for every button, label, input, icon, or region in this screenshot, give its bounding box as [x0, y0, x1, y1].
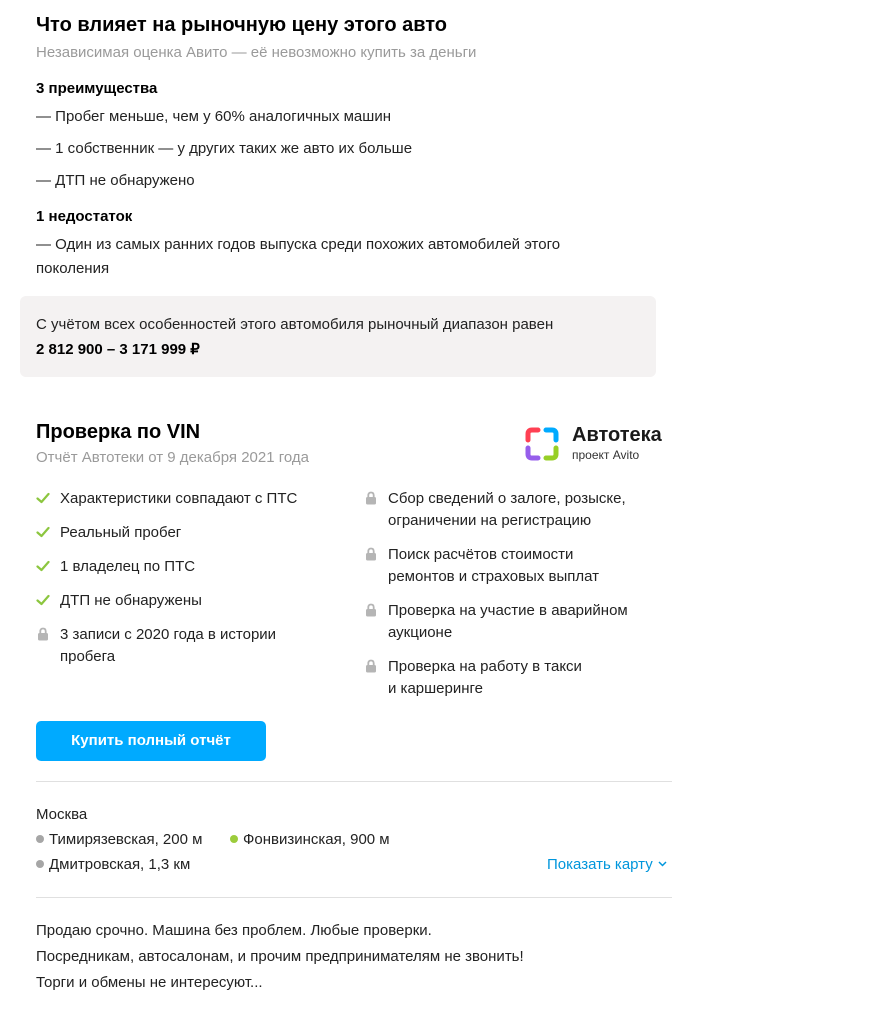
divider: [36, 781, 672, 782]
vin-locked-item: [364, 488, 664, 532]
vin-title: Проверка по VIN: [36, 421, 201, 443]
check-icon: [36, 491, 50, 505]
vin-locked-label-continued: пробега: [60, 648, 116, 665]
description-line: Продаю срочно. Машина без проблем. Любые проверки.: [36, 922, 432, 939]
autoteka-logo: [522, 424, 682, 466]
metro-station-name: Тимирязевская, 200 м: [49, 831, 203, 848]
check-icon: [36, 593, 50, 607]
chevron-down-icon: [658, 861, 667, 867]
metro-station: [230, 831, 390, 848]
vin-check-label: Характеристики совпадают с ПТС: [60, 490, 298, 507]
description-line: Торги и обмены не интересуют...: [36, 974, 263, 991]
vin-locked-label-continued: ремонтов и страховых выплат: [388, 568, 600, 585]
vin-locked-label-continued: и каршеринге: [388, 680, 483, 697]
autoteka-logo-name: Автотека: [572, 424, 662, 446]
vin-check-item: [36, 522, 336, 544]
metro-dot-icon: [230, 835, 238, 843]
vin-locked-item: [364, 656, 664, 700]
advantage-item: — 1 собственник — у других таких же авто их больше: [36, 140, 413, 157]
vin-locked-label: Проверка на работу в такси: [388, 658, 582, 675]
metro-station: [36, 831, 202, 848]
vin-check-item: [36, 590, 336, 612]
advantage-item: — ДТП не обнаружено: [36, 172, 195, 189]
price-range-text: С учётом всех особенностей этого автомобиля рыночный диапазон равен: [36, 316, 554, 333]
vin-locked-item: [364, 544, 664, 588]
show-map-link[interactable]: [547, 856, 667, 874]
check-icon: [36, 559, 50, 573]
vin-locked-label: Сбор сведений о залоге, розыске,: [388, 490, 626, 507]
lock-icon: [36, 627, 50, 641]
check-icon: [36, 525, 50, 539]
location-city: Москва: [36, 806, 88, 823]
vin-locked-label: Поиск расчётов стоимости: [388, 546, 574, 563]
vin-locked-label-continued: аукционе: [388, 624, 453, 641]
disadvantage-item-continued: поколения: [36, 260, 110, 277]
metro-station-name: Дмитровская, 1,3 км: [49, 856, 191, 873]
disadvantages-title: 1 недостаток: [36, 208, 133, 225]
advantage-item: — Пробег меньше, чем у 60% аналогичных машин: [36, 108, 391, 125]
show-map-label: Показать карту: [547, 856, 653, 873]
vin-check-label: ДТП не обнаружены: [60, 592, 202, 609]
description-line: Посредникам, автосалонам, и прочим предпринимателям не звонить!: [36, 948, 524, 965]
lock-icon: [364, 491, 378, 505]
metro-dot-icon: [36, 860, 44, 868]
disadvantage-item: — Один из самых ранних годов выпуска среди похожих автомобилей этого: [36, 236, 561, 253]
metro-station-name: Фонвизинская, 900 м: [243, 831, 390, 848]
market-title: Что влияет на рыночную цену этого авто: [36, 14, 448, 36]
divider: [36, 897, 672, 898]
price-range-box: [20, 296, 656, 377]
autoteka-logo-sub: проект Avito: [572, 448, 640, 462]
vin-locked-item: [364, 600, 664, 644]
vin-subtitle: Отчёт Автотеки от 9 декабря 2021 года: [36, 449, 309, 466]
vin-locked-label: Проверка на участие в аварийном: [388, 602, 628, 619]
metro-station: [36, 856, 190, 873]
vin-locked-label: 3 записи с 2020 года в истории: [60, 626, 277, 643]
vin-check-label: Реальный пробег: [60, 524, 182, 541]
price-range-value: 2 812 900 – 3 171 999 ₽: [36, 341, 200, 358]
advantages-title: 3 преимущества: [36, 80, 158, 97]
vin-check-item: [36, 488, 336, 510]
lock-icon: [364, 603, 378, 617]
lock-icon: [364, 547, 378, 561]
vin-locked-label-continued: ограничении на регистрацию: [388, 512, 592, 529]
metro-dot-icon: [36, 835, 44, 843]
autoteka-logo-icon: [522, 424, 562, 464]
vin-check-label: 1 владелец по ПТС: [60, 558, 196, 575]
vin-check-item: [36, 556, 336, 578]
buy-full-report-button[interactable]: Купить полный отчёт: [36, 721, 266, 761]
lock-icon: [364, 659, 378, 673]
vin-locked-item: [36, 624, 336, 668]
market-subtitle: Независимая оценка Авито — её невозможно купить за деньги: [36, 44, 477, 61]
